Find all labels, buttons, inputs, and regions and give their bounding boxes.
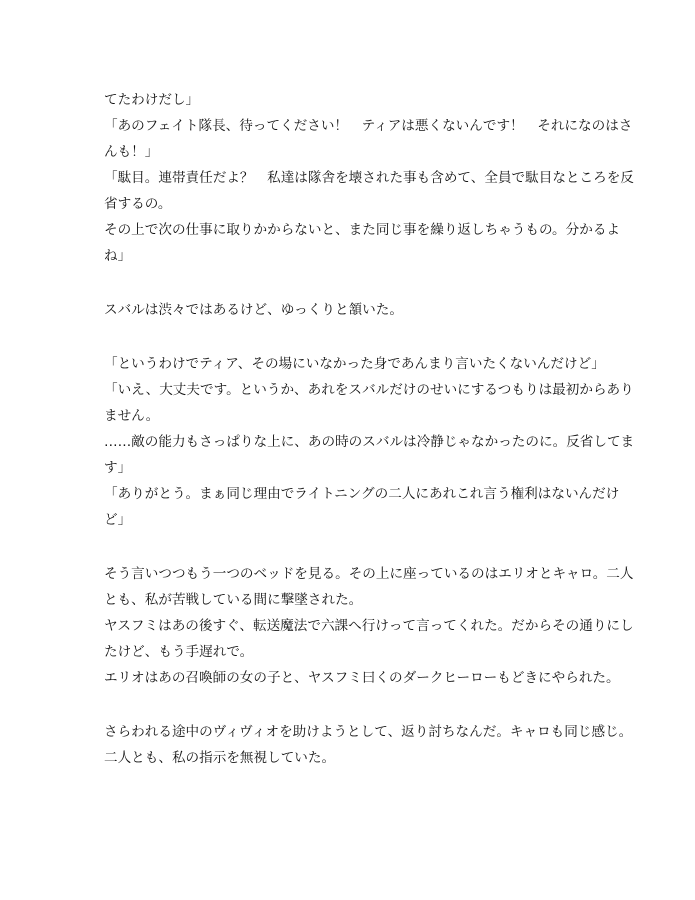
body-text xyxy=(104,87,635,771)
text-line: エリオはあの召喚師の女の子と、ヤスフミ曰くのダークヒーローもどきにやられた。 xyxy=(104,670,620,686)
text-line: てたわけだし」 xyxy=(104,92,200,108)
text-line: 「いえ、大丈夫です。というか、あれをスバルだけのせいにするつもりは最初からあり xyxy=(104,382,634,398)
text-line: たけど、もう手遅れで。 xyxy=(104,644,254,660)
text-line: 「というわけでティア、その場にいなかった身であんまり言いたくないんだけど」 xyxy=(104,356,605,372)
text-line: 「あのフェイト隊長、待ってください！ ティアは悪くないんです！ それになのはさ xyxy=(104,118,633,134)
text-line: とも、私が苦戦している間に撃墜された。 xyxy=(104,592,363,608)
text-line: ……敵の能力もさっぱりな上に、あの時のスバルは冷静じゃなかったのに。反省してま xyxy=(104,434,635,450)
text-line: スバルは渋々ではあるけど、ゆっくりと頷いた。 xyxy=(104,302,403,318)
blank-line xyxy=(104,691,604,719)
text-line: その上で次の仕事に取りかからないと、また同じ事を繰り返しちゃうもの。分かるよ xyxy=(104,222,621,238)
text-line: ね」 xyxy=(104,248,132,264)
blank-line xyxy=(104,533,604,561)
text-line: ど」 xyxy=(104,512,132,528)
blank-line xyxy=(104,269,604,297)
text-line: んも！」 xyxy=(104,144,159,160)
text-line: そう言いつつもう一つのベッドを見る。その上に座っているのはエリオとキャロ。二人 xyxy=(104,566,634,582)
text-line: 二人とも、私の指示を無視していた。 xyxy=(104,750,336,766)
text-line: 「駄目。連帯責任だよ？ 私達は隊舎を壊された事も含めて、全員で駄目なところを反 xyxy=(104,170,634,186)
text-line: ヤスフミはあの後すぐ、転送魔法で六課へ行けって言ってくれた。だからその通りにし xyxy=(104,618,634,634)
text-line: ません。 xyxy=(104,408,160,424)
text-line: 省するの。 xyxy=(104,196,172,212)
blank-line xyxy=(104,323,604,351)
text-line: さらわれる途中のヴィヴィオを助けようとして、返り討ちなんだ。キャロも同じ感じ。 xyxy=(104,724,633,740)
text-line: す」 xyxy=(104,460,132,476)
text-line: 「ありがとう。まぁ同じ理由でライトニングの二人にあれこれ言う権利はないんだけ xyxy=(104,486,620,502)
